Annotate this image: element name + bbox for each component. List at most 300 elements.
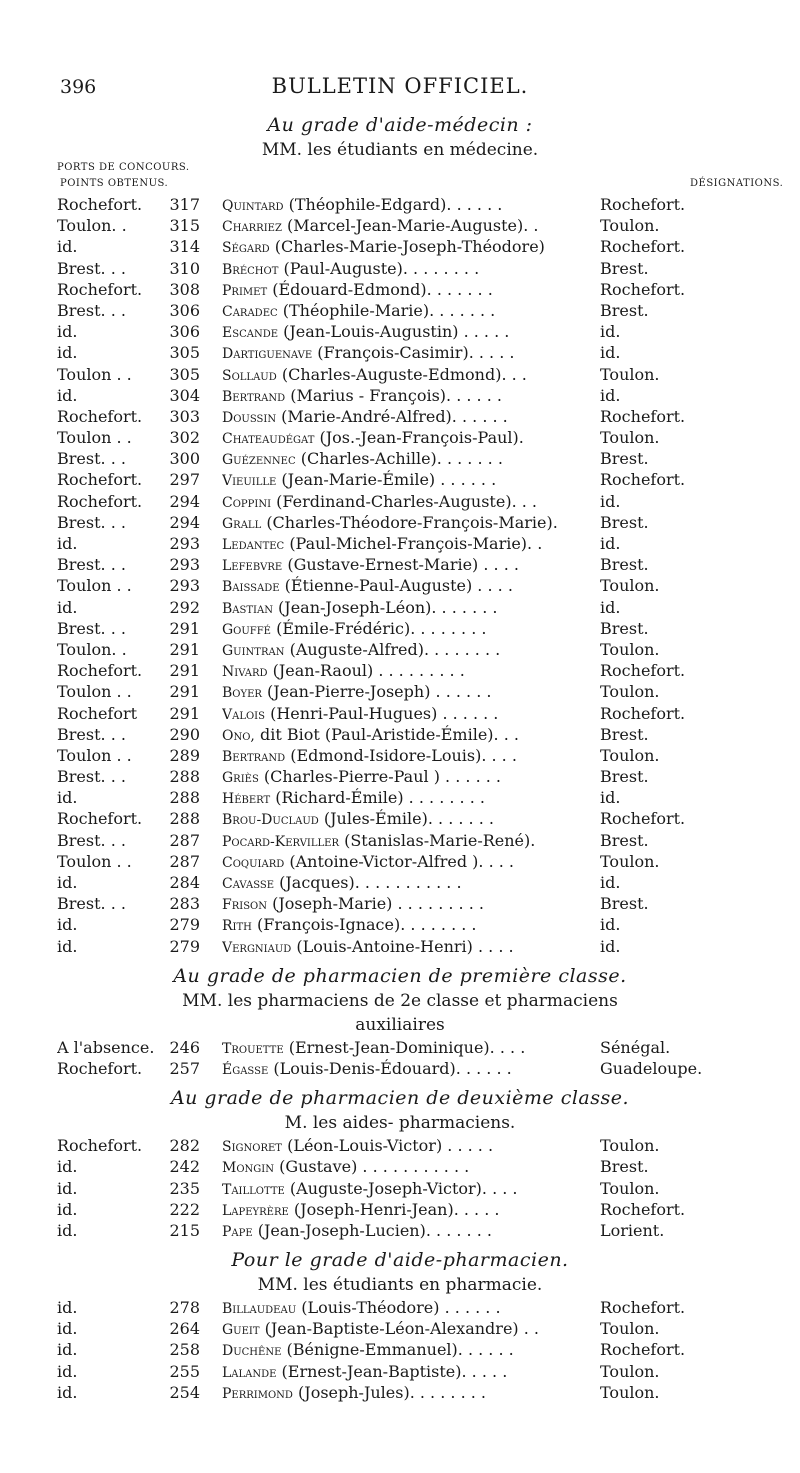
surname: Bréchot <box>222 261 279 278</box>
name-cell <box>222 660 590 683</box>
destination-cell: id. <box>600 343 621 363</box>
name-cell <box>222 427 590 450</box>
surname: Bertrand <box>222 748 286 765</box>
table-row <box>0 681 800 702</box>
points-cell: 315 <box>169 216 200 236</box>
port-cell: Rochefort. <box>57 661 143 681</box>
surname: Griès <box>222 770 259 787</box>
destination-cell: Toulon. <box>600 682 660 702</box>
table-row <box>0 342 800 363</box>
destination-cell: Guadeloupe. <box>600 1058 703 1078</box>
table-row <box>0 597 800 618</box>
port-cell: id. <box>57 1178 78 1198</box>
column-header-row <box>0 162 800 178</box>
points-cell: 287 <box>169 851 200 871</box>
given-names: (Édouard-Edmond). . . . . . . <box>272 279 493 299</box>
table-row <box>0 872 800 893</box>
port-cell: Brest. . . <box>57 555 126 575</box>
destination-cell: Brest. <box>600 767 649 787</box>
table-row <box>0 639 800 660</box>
table-row <box>0 1058 800 1079</box>
given-names: (Louis-Théodore) . . . . . . <box>301 1298 501 1318</box>
given-names: (Antoine-Victor-Alfred ). . . . <box>289 851 515 871</box>
surname: Ségard <box>222 240 270 257</box>
points-cell: 264 <box>169 1319 200 1339</box>
points-cell: 282 <box>169 1136 200 1156</box>
points-cell: 257 <box>169 1058 200 1078</box>
surname: Coquiard <box>222 854 285 871</box>
table-row <box>0 1297 800 1318</box>
surname: Lefebvre <box>222 558 283 575</box>
points-cell: 287 <box>169 830 200 850</box>
destination-cell: id. <box>600 597 621 617</box>
destination-cell: Rochefort. <box>600 1340 686 1360</box>
name-cell <box>222 236 590 259</box>
table-row <box>0 554 800 575</box>
port-cell: id. <box>57 322 78 342</box>
given-names: (Jean-Baptiste-Léon-Alexandre) . . <box>264 1319 539 1339</box>
given-names: (Théophile-Marie). . . . . . . <box>282 300 496 320</box>
destination-cell: Rochefort. <box>600 195 686 214</box>
points-cell: 302 <box>169 428 200 448</box>
table-row <box>0 1037 800 1058</box>
table-row <box>0 1318 800 1339</box>
surname: Duchêne <box>222 1343 282 1360</box>
given-names: (Paul-Auguste). . . . . . . . <box>283 258 480 278</box>
destination-cell: Lorient. <box>600 1220 665 1240</box>
destination-cell: Toulon. <box>600 639 660 659</box>
table-row <box>0 364 800 385</box>
table-row <box>0 893 800 914</box>
table-row <box>0 300 800 321</box>
name-cell <box>222 851 590 874</box>
surname: Mongin <box>222 1160 274 1177</box>
port-cell: Rochefort. <box>57 1136 143 1156</box>
table-row <box>0 533 800 554</box>
destination-cell: Brest. <box>600 555 649 575</box>
name-cell <box>222 469 590 492</box>
destination-cell: Brest. <box>600 1157 649 1177</box>
name-cell <box>222 554 590 577</box>
table-row <box>0 808 800 829</box>
given-names: (Marius - François). . . . . . <box>290 385 502 405</box>
table-row <box>0 406 800 427</box>
name-cell <box>222 597 590 620</box>
port-cell: id. <box>57 385 78 405</box>
table-row <box>0 830 800 851</box>
destination-cell: id. <box>600 788 621 808</box>
table-row <box>0 512 800 533</box>
table-body <box>0 1297 800 1403</box>
surname: Bertrand <box>222 388 286 405</box>
points-cell: 246 <box>169 1037 200 1057</box>
surname: Trouette <box>222 1040 284 1057</box>
port-cell: Toulon . . <box>57 851 132 871</box>
table-row <box>0 385 800 406</box>
points-cell: 314 <box>169 237 200 257</box>
running-title: BULLETIN OFFICIEL. <box>271 74 529 98</box>
name-cell <box>222 300 590 323</box>
section-subtitle: M. les aides- pharmaciens. <box>284 1113 516 1134</box>
destination-cell: id. <box>600 534 621 553</box>
name-cell <box>222 364 590 387</box>
column-header-designation: DÉSIGNATIONS. <box>690 178 784 189</box>
name-cell <box>222 1361 590 1384</box>
surname: Bastian <box>222 600 273 617</box>
points-cell: 305 <box>169 343 200 363</box>
port-cell: id. <box>57 343 78 363</box>
port-cell: Brest. . . <box>57 724 126 744</box>
destination-cell: Brest. <box>600 894 649 914</box>
given-names: (Ernest-Jean-Dominique). . . . <box>288 1037 526 1057</box>
points-cell: 235 <box>169 1178 200 1198</box>
document-body <box>0 112 800 1403</box>
destination-cell: Toulon. <box>600 1178 660 1198</box>
given-names: (Jacques). . . . . . . . . . . <box>279 873 462 892</box>
given-names: (Gustave-Ernest-Marie) . . . . <box>287 555 519 575</box>
points-cell: 289 <box>169 745 200 765</box>
destination-cell: Toulon. <box>600 745 660 765</box>
name-cell <box>222 787 590 810</box>
surname: Nivard <box>222 664 268 681</box>
surname: Lalande <box>222 1364 277 1381</box>
given-names: (Jules-Émile). . . . . . . <box>323 809 494 829</box>
table-row <box>0 575 800 596</box>
name-cell <box>222 385 590 408</box>
given-names: (Émile-Frédéric). . . . . . . . <box>276 618 487 638</box>
destination-cell: id. <box>600 385 621 405</box>
name-cell <box>222 491 590 514</box>
table-row <box>0 194 800 215</box>
given-names: (François-Ignace). . . . . . . . <box>256 915 477 935</box>
name-cell <box>222 1037 590 1060</box>
points-cell: 222 <box>169 1199 200 1219</box>
table-row <box>0 1220 800 1241</box>
points-cell: 288 <box>169 788 200 808</box>
page-header <box>0 68 800 108</box>
points-cell: 278 <box>169 1298 200 1318</box>
port-cell: id. <box>57 1298 78 1318</box>
given-names: (Joseph-Marie) . . . . . . . . . <box>272 894 484 914</box>
given-names: (Charles-Pierre-Paul ) . . . . . . <box>263 767 501 787</box>
section-title: Au grade d'aide-médecin : <box>267 114 533 136</box>
section-subtitle: MM. les étudiants en médecine. <box>261 140 539 160</box>
table-row <box>0 703 800 724</box>
points-cell: 215 <box>169 1220 200 1240</box>
name-cell <box>222 893 590 916</box>
points-cell: 306 <box>169 300 200 320</box>
name-cell <box>222 194 590 217</box>
port-cell: Brest. . . <box>57 449 126 469</box>
points-cell: 290 <box>169 724 200 744</box>
table-row <box>0 851 800 872</box>
points-cell: 308 <box>169 279 200 299</box>
surname: Pocard-Kerviller <box>222 833 339 850</box>
port-cell: id. <box>57 1361 78 1381</box>
name-cell <box>222 1178 590 1201</box>
name-cell <box>222 448 590 471</box>
surname: Frison <box>222 897 267 914</box>
surname: Charriez <box>222 219 282 236</box>
given-names: (Richard-Émile) . . . . . . . . <box>275 788 485 808</box>
name-cell <box>222 830 590 853</box>
destination-cell: Brest. <box>600 618 649 638</box>
given-names: (Léon-Louis-Victor) . . . . . <box>287 1136 494 1156</box>
points-cell: 258 <box>169 1340 200 1360</box>
name-cell <box>222 724 590 747</box>
points-cell: 297 <box>169 470 200 490</box>
destination-cell: Toulon. <box>600 576 660 596</box>
table-row <box>0 279 800 300</box>
points-cell: 279 <box>169 936 200 956</box>
table-row <box>0 491 800 512</box>
port-cell: id. <box>57 237 78 257</box>
port-cell: Rochefort <box>57 703 138 723</box>
given-names: (Stanislas-Marie-René). <box>344 830 536 850</box>
column-header-row <box>0 178 800 194</box>
port-cell: Rochefort. <box>57 406 143 426</box>
port-cell: id. <box>57 1157 78 1177</box>
surname: Vergniaud <box>222 939 292 956</box>
name-cell <box>222 1382 590 1405</box>
surname: Chateaudégat <box>222 431 315 448</box>
destination-cell: id. <box>600 322 621 342</box>
destination-cell: Toulon. <box>600 216 660 236</box>
given-names: (Jean-Pierre-Joseph) . . . . . . <box>267 682 492 702</box>
table-row <box>0 1361 800 1382</box>
destination-cell: Brest. <box>600 512 649 532</box>
given-names: (Charles-Théodore-François-Marie). <box>266 512 558 532</box>
surname: Cavasse <box>222 876 275 892</box>
table-row <box>0 936 800 957</box>
name-cell <box>222 1297 590 1320</box>
name-cell <box>222 1220 590 1243</box>
name-cell <box>222 872 590 895</box>
port-cell: Rochefort. <box>57 195 143 214</box>
points-cell: 284 <box>169 873 200 892</box>
table-body <box>0 1037 800 1079</box>
points-cell: 291 <box>169 618 200 638</box>
given-names: (Louis-Antoine-Henri) . . . . <box>296 936 514 956</box>
surname: Grall <box>222 515 262 532</box>
port-cell: Brest. . . <box>57 894 126 914</box>
destination-cell: Toulon. <box>600 1361 660 1381</box>
surname: Baissade <box>222 579 280 596</box>
port-cell: Brest. . . <box>57 767 126 787</box>
port-cell: id. <box>57 873 78 892</box>
points-cell: 303 <box>169 406 200 426</box>
table-row <box>0 236 800 257</box>
given-names: (Louis-Denis-Édouard). . . . . . <box>273 1058 512 1078</box>
table-row <box>0 745 800 766</box>
table-row <box>0 1199 800 1220</box>
given-names: (Paul-Michel-François-Marie). . <box>289 534 543 553</box>
surname: Gueit <box>222 1322 260 1339</box>
surname: Pape <box>222 1223 253 1240</box>
points-cell: 288 <box>169 767 200 787</box>
given-names: (Jean-Joseph-Lucien). . . . . . . <box>257 1220 492 1240</box>
destination-cell: Brest. <box>600 258 649 278</box>
destination-cell: Rochefort. <box>600 279 686 299</box>
name-cell <box>222 215 590 238</box>
section-subtitle-continued: auxiliaires <box>355 1014 445 1035</box>
port-cell: Rochefort. <box>57 809 143 829</box>
name-cell <box>222 936 590 959</box>
surname: Ono, <box>222 727 255 744</box>
surname: Guintran <box>222 642 285 659</box>
given-names: (Auguste-Alfred). . . . . . . . <box>289 639 501 659</box>
name-cell <box>222 1339 590 1362</box>
points-cell: 317 <box>169 195 200 214</box>
points-cell: 306 <box>169 322 200 342</box>
name-cell <box>222 766 590 789</box>
given-names: (Jean-Louis-Augustin) . . . . . <box>283 322 510 342</box>
points-cell: 291 <box>169 661 200 681</box>
destination-cell: Rochefort. <box>600 703 686 723</box>
port-cell: Rochefort. <box>57 279 143 299</box>
given-names: (Charles-Achille). . . . . . . <box>300 449 503 469</box>
port-cell: id. <box>57 534 78 553</box>
table-row <box>0 1156 800 1177</box>
points-cell: 279 <box>169 915 200 935</box>
port-cell: id. <box>57 1340 78 1360</box>
name-cell <box>222 681 590 704</box>
destination-cell: Rochefort. <box>600 237 686 257</box>
destination-cell: Toulon. <box>600 1382 660 1402</box>
port-cell: id. <box>57 1382 78 1402</box>
given-names: (Auguste-Joseph-Victor). . . . <box>289 1178 518 1198</box>
points-cell: 305 <box>169 364 200 384</box>
surname: Égasse <box>222 1061 269 1078</box>
name-cell <box>222 703 590 726</box>
port-cell: id. <box>57 1220 78 1240</box>
table-row <box>0 1382 800 1403</box>
destination-cell: id. <box>600 873 621 892</box>
points-cell: 291 <box>169 703 200 723</box>
port-cell: Brest. . . <box>57 618 126 638</box>
points-cell: 288 <box>169 809 200 829</box>
table-row <box>0 787 800 808</box>
port-cell: id. <box>57 1319 78 1339</box>
points-cell: 283 <box>169 894 200 914</box>
table-row <box>0 1135 800 1156</box>
name-cell <box>222 808 590 831</box>
surname: Gouffé <box>222 621 271 638</box>
surname: Lapeyrère <box>222 1202 289 1219</box>
destination-cell: Rochefort. <box>600 661 686 681</box>
given-names: (Jean-Joseph-Léon). . . . . . . <box>278 597 498 617</box>
destination-cell: Toulon. <box>600 1136 660 1156</box>
name-cell <box>222 512 590 535</box>
given-names: (Théophile-Edgard). . . . . . <box>288 195 503 214</box>
points-cell: 254 <box>169 1382 200 1402</box>
given-names: (Marcel-Jean-Marie-Auguste). . <box>287 216 539 236</box>
section-title: Au grade de pharmacien de première classe. <box>173 964 627 987</box>
port-cell: Brest. . . <box>57 300 126 320</box>
port-cell: A l'absence. <box>57 1037 155 1057</box>
port-cell: id. <box>57 788 78 808</box>
port-cell: id. <box>57 1199 78 1219</box>
points-cell: 294 <box>169 491 200 511</box>
page-number: 396 <box>60 76 97 98</box>
surname: Vieuille <box>222 473 277 490</box>
given-names: (Jean-Marie-Émile) . . . . . . <box>281 470 497 490</box>
port-cell: Rochefort. <box>57 1058 143 1078</box>
name-cell <box>222 279 590 302</box>
column-header-points: POINTS OBTENUS. <box>60 178 169 189</box>
port-cell: Toulon . . <box>57 428 132 448</box>
destination-cell: Brest. <box>600 449 649 469</box>
points-cell: 291 <box>169 682 200 702</box>
given-names: (Marie-André-Alfred). . . . . . <box>281 406 508 426</box>
table-row <box>0 258 800 279</box>
points-cell: 294 <box>169 512 200 532</box>
name-cell <box>222 1199 590 1222</box>
section-subtitle: MM. les étudiants en pharmacie. <box>257 1275 543 1296</box>
surname: Billaudeau <box>222 1301 297 1318</box>
surname: Perrimond <box>222 1385 293 1402</box>
name-cell <box>222 618 590 641</box>
points-cell: 255 <box>169 1361 200 1381</box>
surname: Brou-Duclaud <box>222 812 319 829</box>
section-title: Au grade de pharmacien de deuxième classe. <box>170 1087 630 1110</box>
name-cell <box>222 1058 590 1081</box>
points-cell: 242 <box>169 1157 200 1177</box>
given-names: (Bénigne-Emmanuel). . . . . . <box>286 1340 514 1360</box>
name-cell <box>222 745 590 768</box>
surname: Quintard <box>222 198 284 214</box>
points-cell: 304 <box>169 385 200 405</box>
surname: Dartiguenave <box>222 346 313 363</box>
name-cell <box>222 406 590 429</box>
destination-cell: id. <box>600 936 621 956</box>
surname: Taillotte <box>222 1181 285 1198</box>
given-names: (Gustave) . . . . . . . . . . . <box>279 1157 470 1177</box>
port-cell: Brest. . . <box>57 830 126 850</box>
table-row <box>0 618 800 639</box>
surname: Primet <box>222 282 268 299</box>
table-row <box>0 448 800 469</box>
destination-cell: Rochefort. <box>600 470 686 490</box>
name-cell <box>222 321 590 344</box>
name-cell <box>222 1156 590 1179</box>
port-cell: id. <box>57 597 78 617</box>
surname: Doussin <box>222 409 277 426</box>
name-cell <box>222 639 590 662</box>
points-cell: 293 <box>169 534 200 553</box>
port-cell: Toulon . . <box>57 364 132 384</box>
name-cell <box>222 342 590 365</box>
destination-cell: Toulon. <box>600 851 660 871</box>
name-cell <box>222 533 590 556</box>
surname: Signoret <box>222 1139 282 1156</box>
points-cell: 293 <box>169 576 200 596</box>
table-row <box>0 766 800 787</box>
table-row <box>0 215 800 236</box>
destination-cell: id. <box>600 491 621 511</box>
given-names: (Edmond-Isidore-Louis). . . . <box>290 745 517 765</box>
table-row <box>0 1339 800 1360</box>
points-cell: 293 <box>169 555 200 575</box>
table-body <box>0 194 800 957</box>
destination-cell: Toulon. <box>600 428 660 448</box>
section-title: Pour le grade d'aide-pharmacien. <box>231 1249 569 1272</box>
port-cell: Toulon. . <box>57 639 127 659</box>
surname: Ledantec <box>222 537 285 553</box>
port-cell: Rochefort. <box>57 491 143 511</box>
surname: Boyer <box>222 685 262 702</box>
destination-cell: Rochefort. <box>600 809 686 829</box>
